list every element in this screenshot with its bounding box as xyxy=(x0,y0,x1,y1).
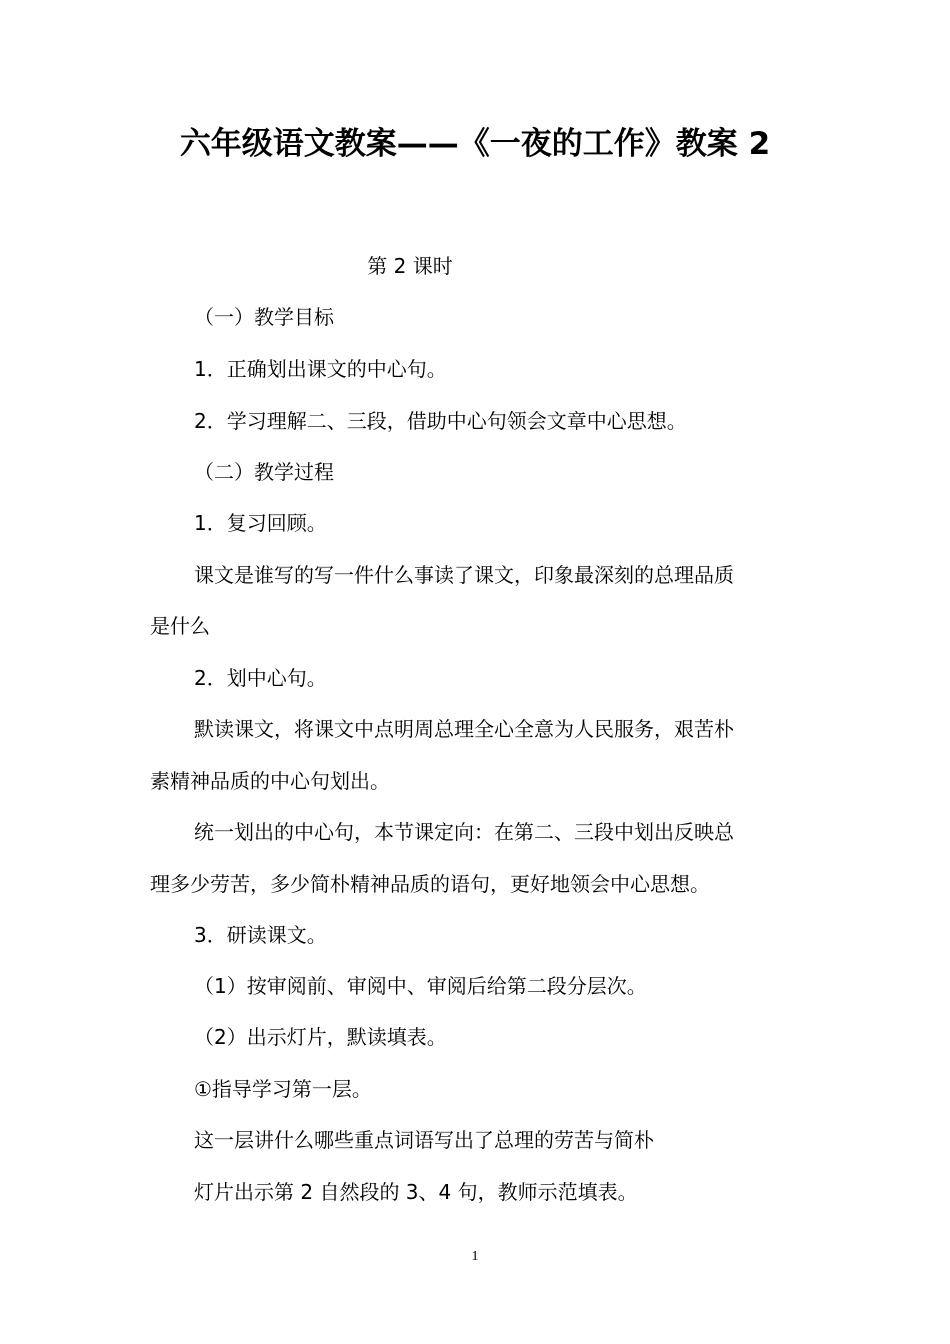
section-heading-teaching-goals: （一）教学目标 xyxy=(194,305,334,329)
body-paragraph-line: 默读课文，将课文中点明周总理全心全意为人民服务，艰苦朴 xyxy=(194,717,734,741)
process-step-3: 3．研读课文。 xyxy=(194,923,327,947)
process-step-2: 2．划中心句。 xyxy=(194,666,327,690)
page-number: 1 xyxy=(471,1249,479,1264)
layer-guide-1: ①指导学习第一层。 xyxy=(194,1077,372,1101)
body-paragraph-line: 理多少劳苦，多少简朴精神品质的语句，更好地领会中心思想。 xyxy=(150,872,710,896)
section-heading-teaching-process: （二）教学过程 xyxy=(194,460,334,484)
lesson-period-heading: 第 2 课时 xyxy=(367,254,453,278)
goal-item-2: 2．学习理解二、三段，借助中心句领会文章中心思想。 xyxy=(194,409,687,433)
body-paragraph-line: 灯片出示第 2 自然段的 3、4 句，教师示范填表。 xyxy=(194,1180,638,1204)
body-paragraph-line: 这一层讲什么哪些重点词语写出了总理的劳苦与简朴 xyxy=(194,1128,654,1152)
sub-step-1: （1）按审阅前、审阅中、审阅后给第二段分层次。 xyxy=(194,974,647,998)
document-title: 六年级语文教案——《一夜的工作》教案 2 xyxy=(179,126,771,162)
body-paragraph-line: 是什么 xyxy=(150,614,210,638)
body-paragraph-line: 统一划出的中心句，本节课定向：在第二、三段中划出反映总 xyxy=(194,820,734,844)
body-paragraph-line: 课文是谁写的写一件什么事读了课文，印象最深刻的总理品质 xyxy=(194,563,734,587)
body-paragraph-line: 素精神品质的中心句划出。 xyxy=(150,769,390,793)
sub-step-2: （2）出示灯片，默读填表。 xyxy=(194,1025,447,1049)
goal-item-1: 1．正确划出课文的中心句。 xyxy=(194,357,447,381)
process-step-1: 1．复习回顾。 xyxy=(194,511,327,535)
